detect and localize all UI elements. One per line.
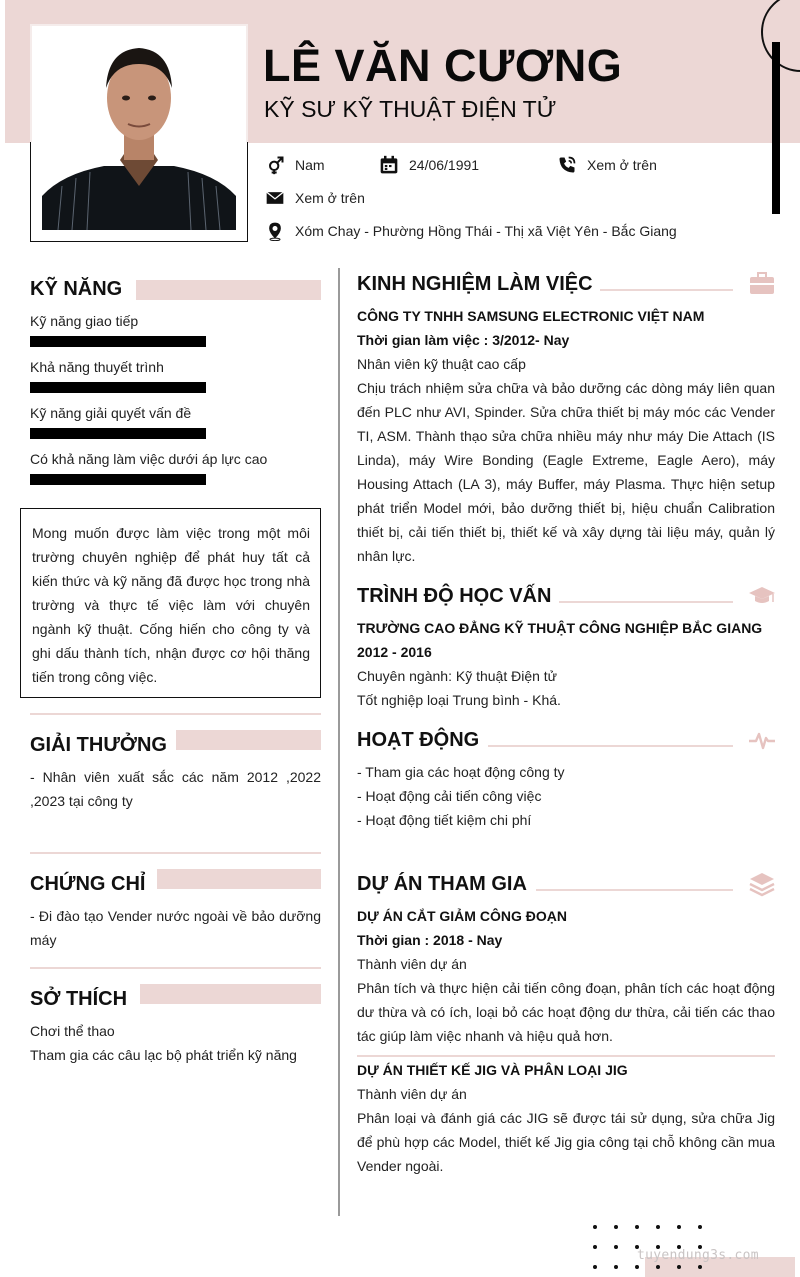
email-value: Xem ở trên: [295, 190, 365, 206]
awards-title: GIẢI THƯỞNG: [30, 734, 167, 756]
project-name: DỰ ÁN THIẾT KẾ JIG VÀ PHÂN LOẠI JIG: [357, 1062, 628, 1078]
certificates-title-accent: [157, 869, 321, 889]
map-pin-icon: [265, 221, 285, 241]
project-divider: [357, 1055, 775, 1057]
experience-description: Chịu trách nhiệm sửa chữa và bảo dưỡng các dòng máy liên quan đến PLC như AVI, Spinder. Sửa chữa thiết bị máy móc các Vender TI, ASM. Thành thạo sửa chữa nhiều máy như máy Die Attach (IS Linda), máy Wire Bonding (Eagle Extreme, Eagle Aero), máy Housing Attach (LA 3), máy Buffer, máy Plasma. Thực hiện setup phát triển Model mới, bảo dưỡng thiết bị, hiệu chuẩn Calibration thiết bị, cải tiến thiết bị, thiết kế và xây dựng tài liệu máy, quản lý nhân lực.: [357, 380, 775, 564]
project-description: Phân loại và đánh giá các JIG sẽ được tái sử dụng, sửa chữa Jig để phù hợp các Model, thiết kế Jig gia công tại chỗ không cần mua Vender ngoài.: [357, 1110, 775, 1174]
education-title: TRÌNH ĐỘ HỌC VẤN: [357, 585, 552, 607]
layers-icon: [748, 870, 776, 898]
candidate-name: LÊ VĂN CƯƠNG: [263, 40, 623, 91]
experience-title-rule: [600, 289, 733, 291]
project-period: Thời gian : 2018 - Nay: [357, 932, 503, 948]
calendar-icon: [379, 155, 399, 175]
certificates-text: - Đi đào tạo Vender nước ngoài về bảo dưỡng máy: [30, 908, 321, 948]
job-title: KỸ SƯ KỸ THUẬT ĐIỆN TỬ: [264, 96, 557, 122]
watermark: tuyendung3s.com: [637, 1248, 759, 1263]
activity-item: - Tham gia các hoạt động công ty: [357, 764, 565, 780]
envelope-icon: [265, 188, 285, 208]
gender-info: [265, 155, 325, 175]
skill-label: Kỹ năng giao tiếp: [30, 313, 139, 329]
experience-title: KINH NGHIỆM LÀM VIỆC: [357, 273, 593, 295]
address-info: [265, 221, 677, 241]
section-divider: [30, 713, 321, 715]
avatar: [42, 36, 236, 230]
phone-value: Xem ở trên: [587, 157, 657, 173]
birthdate-info: [379, 155, 479, 175]
hobby-item: Tham gia các câu lạc bộ phát triển kỹ năng: [30, 1047, 297, 1063]
projects-title-rule: [536, 889, 733, 891]
section-divider: [30, 852, 321, 854]
graduation-cap-icon: [748, 582, 776, 610]
gender-icon: [265, 155, 285, 175]
education-title-rule: [559, 601, 733, 603]
activity-item: - Hoạt động cải tiến công việc: [357, 788, 542, 804]
activities-title: HOẠT ĐỘNG: [357, 729, 480, 751]
hobbies-title-accent: [140, 984, 321, 1004]
projects-title: DỰ ÁN THAM GIA: [357, 873, 527, 895]
birthdate-value: 24/06/1991: [409, 157, 480, 173]
skill-label: Khả năng thuyết trình: [30, 359, 164, 375]
project-name: DỰ ÁN CẮT GIẢM CÔNG ĐOẠN: [357, 908, 567, 924]
education-major: Chuyên ngành: Kỹ thuật Điện tử: [357, 668, 558, 684]
pulse-icon: [748, 727, 776, 755]
experience-company: CÔNG TY TNHH SAMSUNG ELECTRONIC VIỆT NAM: [357, 308, 705, 324]
email-info: [265, 188, 365, 208]
skills-title: KỸ NĂNG: [30, 278, 123, 300]
project-role: Thành viên dự án: [357, 1086, 467, 1102]
education-grade: Tốt nghiệp loại Trung bình - Khá.: [357, 692, 561, 708]
address-value: Xóm Chay - Phường Hồng Thái - Thị xã Việt Yên - Bắc Giang: [295, 223, 677, 239]
briefcase-icon: [748, 270, 776, 298]
certificates-title: CHỨNG CHỈ: [30, 873, 146, 895]
skill-bar: [30, 382, 206, 393]
education-school: TRƯỜNG CAO ĐẲNG KỸ THUẬT CÔNG NGHIỆP BẮC GIANG: [357, 620, 763, 636]
activity-item: - Hoạt động tiết kiệm chi phí: [357, 812, 532, 828]
career-objective: Mong muốn được làm việc trong một môi trường chuyên nghiệp để phát huy tất cả kiến thức và kỹ năng đã được học trong nhà trường và thực tế việc làm với chuyên ngành kỹ thuật. Cống hiến cho công ty và ghi dấu thành tích, nhận được cơ hội thăng tiến trong công việc.: [20, 508, 321, 698]
skill-bar: [30, 428, 206, 439]
awards-text: - Nhân viên xuất sắc các năm 2012 ,2022 ,2023 tại công ty: [30, 769, 321, 809]
experience-position: Nhân viên kỹ thuật cao cấp: [357, 356, 526, 372]
section-divider: [30, 967, 321, 969]
skill-bar: [30, 474, 206, 485]
hobby-item: Chơi thể thao: [30, 1023, 115, 1039]
decorative-bar: [772, 42, 780, 214]
experience-period: Thời gian làm việc : 3/2012- Nay: [357, 332, 570, 348]
skills-title-accent: [136, 280, 321, 300]
phone-icon: [557, 155, 577, 175]
education-period: 2012 - 2016: [357, 644, 432, 660]
project-description: Phân tích và thực hiện cải tiến công đoạn, phân tích các hoạt động dư thừa và có ích, loại bỏ các hoạt động dư thừa, cải tiến các thao tác giúp làm việc nhanh và hiệu quả hơn.: [357, 980, 775, 1044]
skill-label: Có khả năng làm việc dưới áp lực cao: [30, 451, 268, 467]
skill-bar: [30, 336, 206, 347]
hobbies-title: SỞ THÍCH: [30, 988, 128, 1010]
skill-label: Kỹ năng giải quyết vấn đề: [30, 405, 192, 421]
phone-info: [557, 155, 657, 175]
project-role: Thành viên dự án: [357, 956, 467, 972]
awards-title-accent: [176, 730, 321, 750]
gender-value: Nam: [295, 157, 325, 173]
column-divider: [338, 268, 340, 1216]
activities-title-rule: [488, 745, 733, 747]
